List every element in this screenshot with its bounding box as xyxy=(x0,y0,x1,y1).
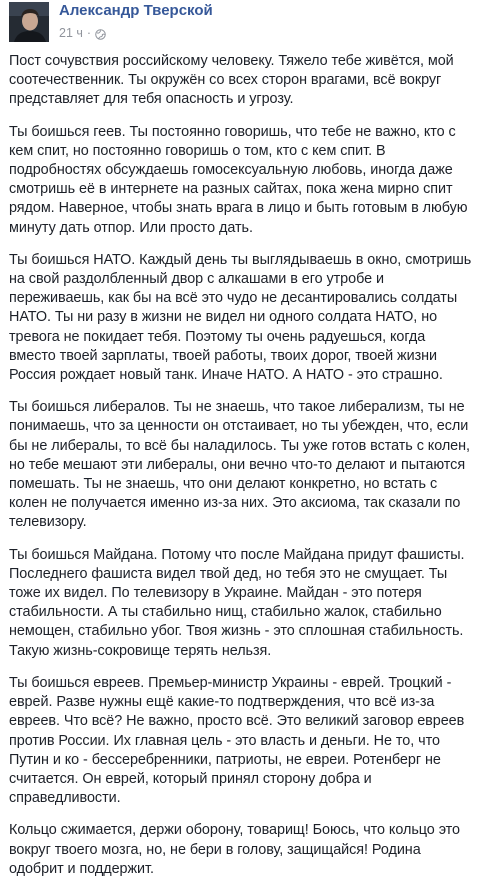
post-timestamp[interactable]: 21 ч xyxy=(59,26,83,40)
author-name-link[interactable]: Александр Тверской xyxy=(59,2,213,19)
meta-separator: · xyxy=(86,26,92,40)
globe-icon[interactable] xyxy=(95,28,106,39)
post-paragraph: Ты боишься Майдана. Потому что после Майдана придут фашисты. Последнего фашиста видел твой дед, но тебя это не смущает. Ты тоже их видел. По телевизору в Украине. Майдан - это потеря стабильности. А ты стабильно нищ, стабильно жалок, стабильно немощен, стабильно убог. Твоя жизнь - это сплошная стабильность. Такую жизнь-сокровище терять нельзя. xyxy=(9,546,465,659)
author-avatar[interactable] xyxy=(9,2,49,42)
avatar-photo xyxy=(9,2,49,42)
post-subline xyxy=(59,25,213,42)
post-meta xyxy=(59,0,213,42)
post-paragraph: Пост сочувствия российскому человеку. Тяжело тебе живётся, мой соотечественник. Ты окружён со всех сторон врагами, всё вокруг представляет для тебя опасность и угрозу. xyxy=(9,53,454,108)
post-header xyxy=(9,0,474,52)
post-paragraph: Ты боишься геев. Ты постоянно говоришь, что тебе не важно, кто с кем спит, но постоянно говоришь о том, кто с кем спит. В подробностях обсуждаешь гомосексуальную любовь, иногда даже смотришь её в интернете на разных сайтах, пока жена мирно спит рядом. Наверное, чтобы знать врага в лицо и быть готовым в любую минуту дать отпор. Или просто дать. xyxy=(9,123,468,236)
post-paragraph: Ты боишься евреев. Премьер-министр Украины - еврей. Троцкий - еврей. Разве нужны ещё какие-то подтверждения, что всё из-за евреев. Что всё? Не важно, просто всё. Это великий заговор евреев против России. Их главная цель - это власть и деньги. Не то, что Путин и ко - бессеребренники, патриоты, не евреи. Ротенберг не считается. Он еврей, который принял сторону добра и справедливости. xyxy=(9,674,465,807)
post-paragraph: Ты боишься либералов. Ты не знаешь, что такое либерализм, ты не понимаешь, что за ценности он отстаивает, но ты убежден, что, если бы не либералы, то всё бы наладилось. Ты уже готов встать с колен, но тебе мешают эти либералы, они вечно что-то делают и пытаются помешать. Ты не знаешь, что они делают конкретно, но встать с колен не получается именно из-за них. Это аксиома, так сказали по телевизору. xyxy=(9,399,470,531)
post-body xyxy=(9,52,474,879)
post-paragraph: Ты боишься НАТО. Каждый день ты выглядываешь в окно, смотришь на свой раздолбленный двор с алкашами в его утробе и переживаешь, как бы на всё это чудо не десантировались солдаты НАТО. Ты ни разу в жизни не видел ни одного солдата НАТО, но тревога не покидает тебя. Поэтому ты очень радуешься, когда вместо твоей зарплаты, твоей работы, твоих дорог, твоей жизни Россия рождает новый танк. Иначе НАТО. А НАТО - это страшно. xyxy=(9,251,472,384)
post-paragraph: Кольцо сжимается, держи оборону, товарищ! Боюсь, что кольцо это вокруг твоего мозга, но, не бери в голову, защищайся! Родина одобрит и поддержит. xyxy=(9,822,461,877)
